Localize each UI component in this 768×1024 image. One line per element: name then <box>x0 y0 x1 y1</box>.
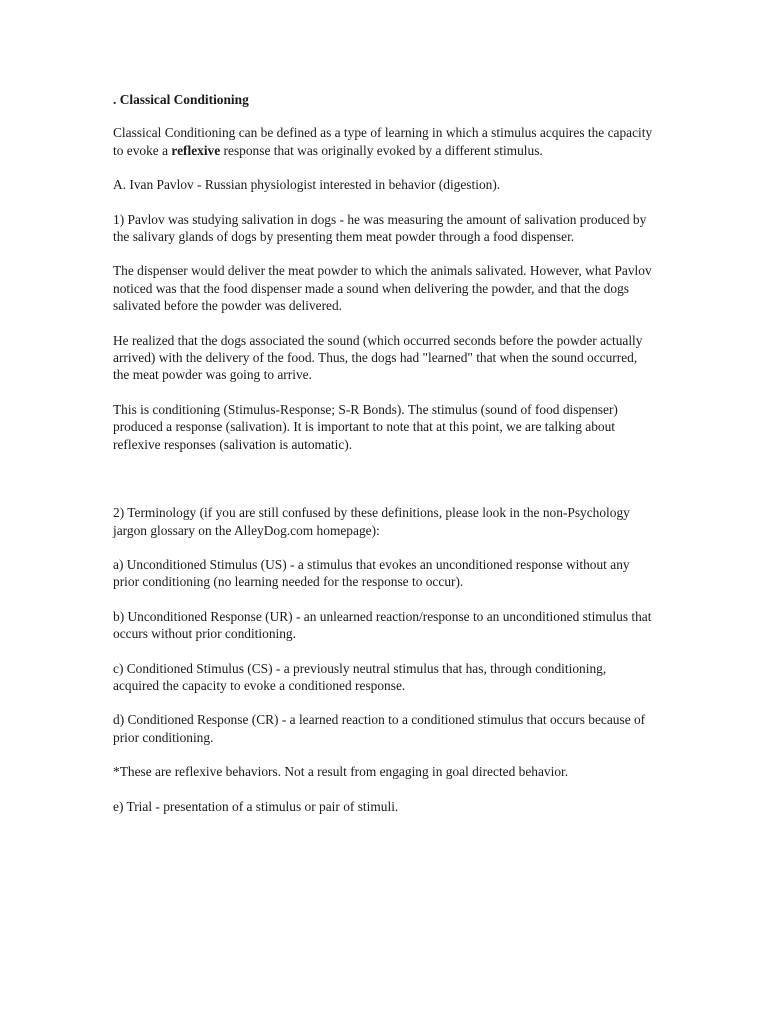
definition-trial: e) Trial - presentation of a stimulus or pair of stimuli. <box>113 798 399 814</box>
definition-cs: c) Conditioned Stimulus (CS) - a previously neutral stimulus that has, through conditioning, acquired the capacity to evoke a conditioned response. <box>113 660 607 693</box>
paragraph-pavlov-study: 1) Pavlov was studying salivation in dogs - he was measuring the amount of salivation produced by the salivary glands of dogs by presenting them meat powder through a food dispenser. <box>113 211 647 245</box>
paragraph-association: He realized that the dogs associated the sound (which occurred seconds before the powder actually arrived) with the delivery of the food. Thus, the dogs had "learned" that when the sound occurred, the meat powder was going to arrive. <box>113 332 643 383</box>
paragraph-pavlov-intro: A. Ivan Pavlov - Russian physiologist interested in behavior (digestion). <box>113 177 501 193</box>
intro-text-after: response that was originally evoked by a different stimulus. <box>220 142 543 158</box>
document-page <box>113 91 653 832</box>
intro-text-before: Classical Conditioning can be defined as a type of learning in which a stimulus acquires the capacity to evoke a <box>113 125 653 158</box>
definition-us: a) Unconditioned Stimulus (US) - a stimulus that evokes an unconditioned response without any prior conditioning (no learning needed for the response to occur). <box>113 556 630 590</box>
intro-paragraph <box>113 124 653 159</box>
paragraph-dispenser: The dispenser would deliver the meat powder to which the animals salivated. However, what Pavlov noticed was that the food dispenser made a sound when delivering the powder, and that the dogs salivated before the powder was delivered. <box>113 263 652 314</box>
intro-bold-term: reflexive <box>171 142 221 158</box>
section-heading: . Classical Conditioning <box>113 92 249 107</box>
definition-ur: b) Unconditioned Response (UR) - an unlearned reaction/response to an unconditioned stimulus that occurs without prior conditioning. <box>113 608 652 642</box>
note-reflexive: *These are reflexive behaviors. Not a result from engaging in goal directed behavior. <box>113 764 569 780</box>
definition-cr: d) Conditioned Response (CR) - a learned reaction to a conditioned stimulus that occurs because of prior conditioning. <box>113 712 646 745</box>
paragraph-conditioning: This is conditioning (Stimulus-Response; S-R Bonds). The stimulus (sound of food dispenser) produced a response (salivation). It is important to note that at this point, we are talking about reflexive responses (salivation is automatic). <box>113 401 618 452</box>
paragraph-terminology: 2) Terminology (if you are still confused by these definitions, please look in the non-Psychology jargon glossary on the AlleyDog.com homepage): <box>113 505 630 538</box>
